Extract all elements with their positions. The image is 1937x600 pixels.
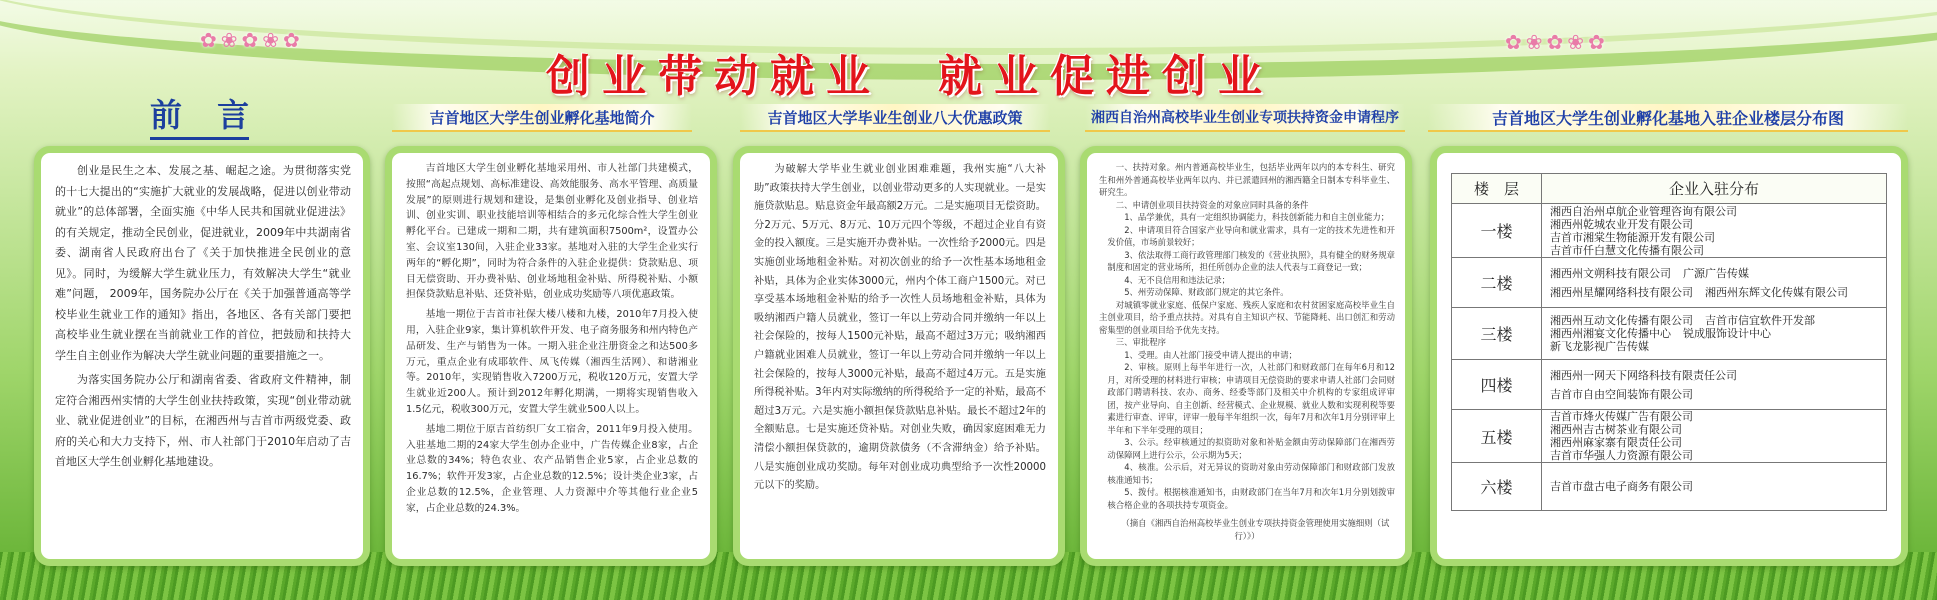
- table-row: [1452, 204, 1887, 258]
- floor-label: 二楼: [1452, 258, 1542, 308]
- company-name: 吉首市自由空间装饰有限公司: [1550, 387, 1693, 401]
- company-list: [1542, 258, 1887, 308]
- company-name: 湘西州麻家寨有限责任公司: [1550, 436, 1682, 449]
- policies-title: 吉首地区大学毕业生创业八大优惠政策: [740, 104, 1050, 132]
- procedure-line: 1、品学兼优，具有一定组织协调能力，科技创新能力和自主创业能力；: [1124, 212, 1390, 222]
- floor-distribution-panel: [1430, 146, 1908, 566]
- table-row: [1452, 308, 1887, 360]
- company-name: 湘西州一网天下网络科技有限责任公司: [1550, 368, 1737, 382]
- procedure-line: 一、扶持对象。州内普通高校毕业生，包括毕业两年以内的本专科生、研究生和州外普通高校毕业两年以内、并已派遣回州的湘西籍全日制本专科毕业生、研究生。: [1099, 162, 1395, 197]
- company-name: 吉首市湘棠生物能源开发有限公司: [1550, 230, 1715, 244]
- company-list: [1542, 204, 1887, 258]
- table-header-floor: 楼 层: [1452, 174, 1542, 204]
- company-name: 吉首市华强人力资源有限公司: [1550, 449, 1693, 462]
- foreword-paragraph: 创业是民生之本、发展之基、崛起之途。为贯彻落实党的十七大提出的“实施扩大就业的发展战略，促进以创业带动就业”的总体部署，全面实施《中华人民共和国就业促进法》的有关规定，推动全民创业，促进就业，2009年中共湖南省委、湖南省人民政府出台了《关于加快推进全民创业的意见》。同时，为缓解大学生就业压力，有效解决大学生“就业难”问题， 2009年，国务院办公厅在《关于加强普通高等学校毕业生就业工作的通知》指出，各地区、各有关部门要把高校毕业生就业摆在当前就业工作的首位，把鼓励和扶持大学生自主创业作为解决大学生就业问题的重要措施之一。: [55, 164, 351, 362]
- procedure-line: 二、申请创业项目扶持资金的对象应同时具备的条件: [1115, 199, 1309, 210]
- company-name: 吉首市仟白慧文化传播有限公司: [1550, 243, 1704, 257]
- floor-label: 五楼: [1452, 410, 1542, 463]
- company-name: 湘西州文朔科技有限公司: [1550, 266, 1671, 280]
- intro-paragraph: 基地一期位于吉首市社保大楼八楼和九楼，2010年7月投入使用，入驻企业9家，集计算机软件开发、电子商务服务和州内特色产品研发、生产与销售为一体。一期入驻企业注册资金之和达500多万元，重点企业有成耶软件、凤飞传媒（湘西生活网）、和谐湘业等。2010年，实现销售收入7200万元，税收120万元，安置大学生就业近200人。预计到2012年孵化期满，一期将实现销售收入1.5亿元，税收300万元，安置大学生就业500人以上。: [406, 309, 698, 415]
- floor-table: [1451, 173, 1887, 511]
- company-name: 吉首市盘古电子商务有限公司: [1550, 480, 1693, 493]
- procedure-line: 三、审批程序: [1115, 337, 1167, 347]
- floor-label: 一楼: [1452, 204, 1542, 258]
- floor-label: 四楼: [1452, 360, 1542, 410]
- policies-panel: [733, 146, 1065, 566]
- company-name: 湘西州互动文化传播有限公司: [1550, 314, 1693, 327]
- table-header-companies: 企业入驻分布: [1542, 174, 1887, 204]
- company-list: [1542, 308, 1887, 360]
- company-name: 吉首市信宜软件开发部: [1705, 314, 1815, 327]
- company-name: 新飞龙影视广告传媒: [1550, 340, 1649, 353]
- company-name: 湘西州吉古树茶业有限公司: [1550, 423, 1682, 436]
- procedure-line: 3、依法取得工商行政管理部门核发的《营业执照》，具有健全的财务规章制度和固定的营业场所，担任所创办企业的法人代表与工商登记一致；: [1107, 249, 1395, 272]
- intro-paragraph: 基地二期位于原吉首纺织厂女工宿舍，2011年9月投入使用。入驻基地二期的24家大学生创办企业中，广告传媒企业8家，占企业总数的34%；特色农业、农产品销售企业5家，占企业总数的16.7%；软件开发3家，占企业总数的12.5%；设计类企业3家，占企业总数的12.5%，企业管理、人力资源中介等其他行业企业5家，占企业总数的24.3%。: [406, 423, 698, 514]
- floor-label: 三楼: [1452, 308, 1542, 360]
- incubator-intro-panel: [385, 146, 717, 566]
- foreword-title: 前 言: [150, 90, 261, 136]
- company-list: [1542, 360, 1887, 410]
- company-name: 吉首市烽火传媒广告有限公司: [1550, 410, 1693, 423]
- company-list: [1542, 410, 1887, 463]
- incubator-intro-title: 吉首地区大学生创业孵化基地简介: [392, 104, 692, 132]
- procedure-line: 对城镇零就业家庭、低保户家庭、残疾人家庭和农村贫困家庭高校毕业生自主创业项目，给予重点扶持。对具有自主知识产权、节能降耗、出口创汇和劳动密集型的创业项目给予优先支持。: [1099, 299, 1395, 335]
- procedure-line: 4、核准。公示后，对无异议的资助对象由劳动保障部门和财政部门发放核准通知书；: [1107, 462, 1395, 485]
- company-name: 湘西州东辉文化传媒有限公司: [1705, 285, 1848, 299]
- procedure-line: 2、审核。原则上每半年进行一次，人社部门和财政部门在每年6月和12月，对所受理的材料进行审核；申请项目无偿资助的要求申请人社部门会同财政部门聘请科技、农办、商务、经委等部门及相关中介机构的专家组成评审团，按产业导向、自主创新、经营模式、企业规模、就业人数和实现利税等要素进行审查、评审，评审一般每半年组织一次，每年7月和次年1月分别评审上半年和下半年受理的项目；: [1107, 362, 1395, 435]
- procedure-line: 5、拨付。根据核准通知书，由财政部门在当年7月和次年1月分别划拨审核合格企业的各项扶持专项资金。: [1107, 487, 1395, 510]
- main-title: 创业带动就业 就业促进创业: [546, 51, 1274, 102]
- company-name: 锐成服饰设计中心: [1683, 327, 1771, 340]
- table-row: [1452, 410, 1887, 463]
- table-row: [1452, 463, 1887, 511]
- company-name: 湘西州湘宴文化传播中心: [1550, 327, 1671, 340]
- table-row: [1452, 360, 1887, 410]
- fund-procedure-title: 湘西自治州高校毕业生创业专项扶持资金申请程序: [1085, 104, 1405, 132]
- intro-paragraph: 吉首地区大学生创业孵化基地采用州、市人社部门共建模式，按照“高起点规划、高标准建设、高效能服务、高水平管理、高质量发展”的原则进行规划和建设，是集创业孵化及创业指导、创业培训、创业实训、职业技能培训等相结合的多元化综合性大学生创业孵化平台。已建成一期和二期，共有建筑面积7500m²，设置办公室、会议室130间，入驻企业33家。基地对入驻的大学生企业实行两年的“孵化期”，同时为符合条件的入驻企业提供：贷款贴息、项目无偿资助、开办费补贴、创业场地租金补贴、所得税补贴、小额担保贷款贴息补贴、还贷补贴，创业成功奖励等八项优惠政策。: [406, 163, 698, 301]
- procedure-line: 5、州劳动保障、财政部门规定的其它条件。: [1124, 287, 1289, 297]
- floor-distribution-title: 吉首地区大学生创业孵化基地入驻企业楼层分布图: [1428, 104, 1908, 132]
- procedure-line: 3、公示。经审核通过的拟资助对象和补贴金额由劳动保障部门在湘西劳动保障网上进行公示，公示期为5天；: [1107, 437, 1395, 460]
- floor-label: 六楼: [1452, 463, 1542, 511]
- procedure-line: 1、受理。由人社部门接受申请人提出的申请；: [1124, 349, 1298, 360]
- foreword-panel: [34, 146, 370, 566]
- flower-vine-icon: ✿❀✿❀✿: [200, 28, 304, 52]
- fund-procedure-panel: [1080, 146, 1412, 566]
- table-row: [1452, 258, 1887, 308]
- foreword-paragraph: 为落实国务院办公厅和湖南省委、省政府文件精神，制定符合湘西州实情的大学生创业扶持政策，实现“创业带动就业、就业促进创业”的目标，在湘西州与吉首市两级党委、政府的关心和大力支持下，州、市人社部门于2010年启动了吉首地区大学生创业孵化基地建设。: [55, 373, 351, 468]
- flower-vine-icon: ✿❀✿❀✿: [1505, 30, 1609, 54]
- company-name: 湘西州星耀网络科技有限公司: [1550, 285, 1693, 299]
- policies-paragraph: 为破解大学毕业生就业创业困难难题，我州实施“八大补助”政策扶持大学生创业，以创业带动更多的人实现就业。一是实施贷款贴息。贴息资金年最高额2万元。二是实施项目无偿资助。分2万元、5万元、8万元、10万元四个等级，不超过企业自有资金的投入额度。三是实施开办费补贴。一次性给予2000元。四是实施创业场地租金补贴。对初次创业的给予一次性基本场地租金补贴，具体为企业实体3000元，州内个体工商户1500元。对已享受基本场地租金补贴的给予一次性人员场地租金补贴，具体为吸纳湘西户籍人员就业，签订一年以上劳动合同并缴纳一年以上社会保险的，按每人1500元补贴，最高不超过3万元；吸纳湘西户籍就业困难人员就业，签订一年以上劳动合同并缴纳一年以上社会保险的，按每人3000元补贴，最高不超过4万元。五是实施所得税补贴。3年内对实际缴纳的所得税给予一定的补贴，最高不超过3万元。六是实施小额担保贷款贴息补贴。最长不超过2年的全额贴息。七是实施还贷补贴。对创业失败，确因家庭困难无力清偿小额担保贷款的，逾期贷款债务（不含滞纳金）给予补贴。八是实施创业成功奖励。每年对创业成功典型给予一次性20000元以下的奖励。: [754, 164, 1046, 492]
- company-name: 广源广告传媒: [1683, 266, 1749, 280]
- procedure-line: 2、申请项目符合国家产业导向和就业需求，具有一定的技术先进性和开发价值，市场前景较好；: [1107, 224, 1395, 247]
- company-name: 湘西自治州卓航企业管理咨询有限公司: [1550, 204, 1737, 218]
- company-list: [1542, 463, 1887, 511]
- company-name: 湘西州乾城农业开发有限公司: [1550, 217, 1693, 231]
- procedure-line: 4、无不良信用和违法记录；: [1124, 274, 1231, 285]
- procedure-source-note: （摘自《湘西自治州高校毕业生创业专项扶持资金管理使用实施细则（试行）》）: [1121, 518, 1390, 541]
